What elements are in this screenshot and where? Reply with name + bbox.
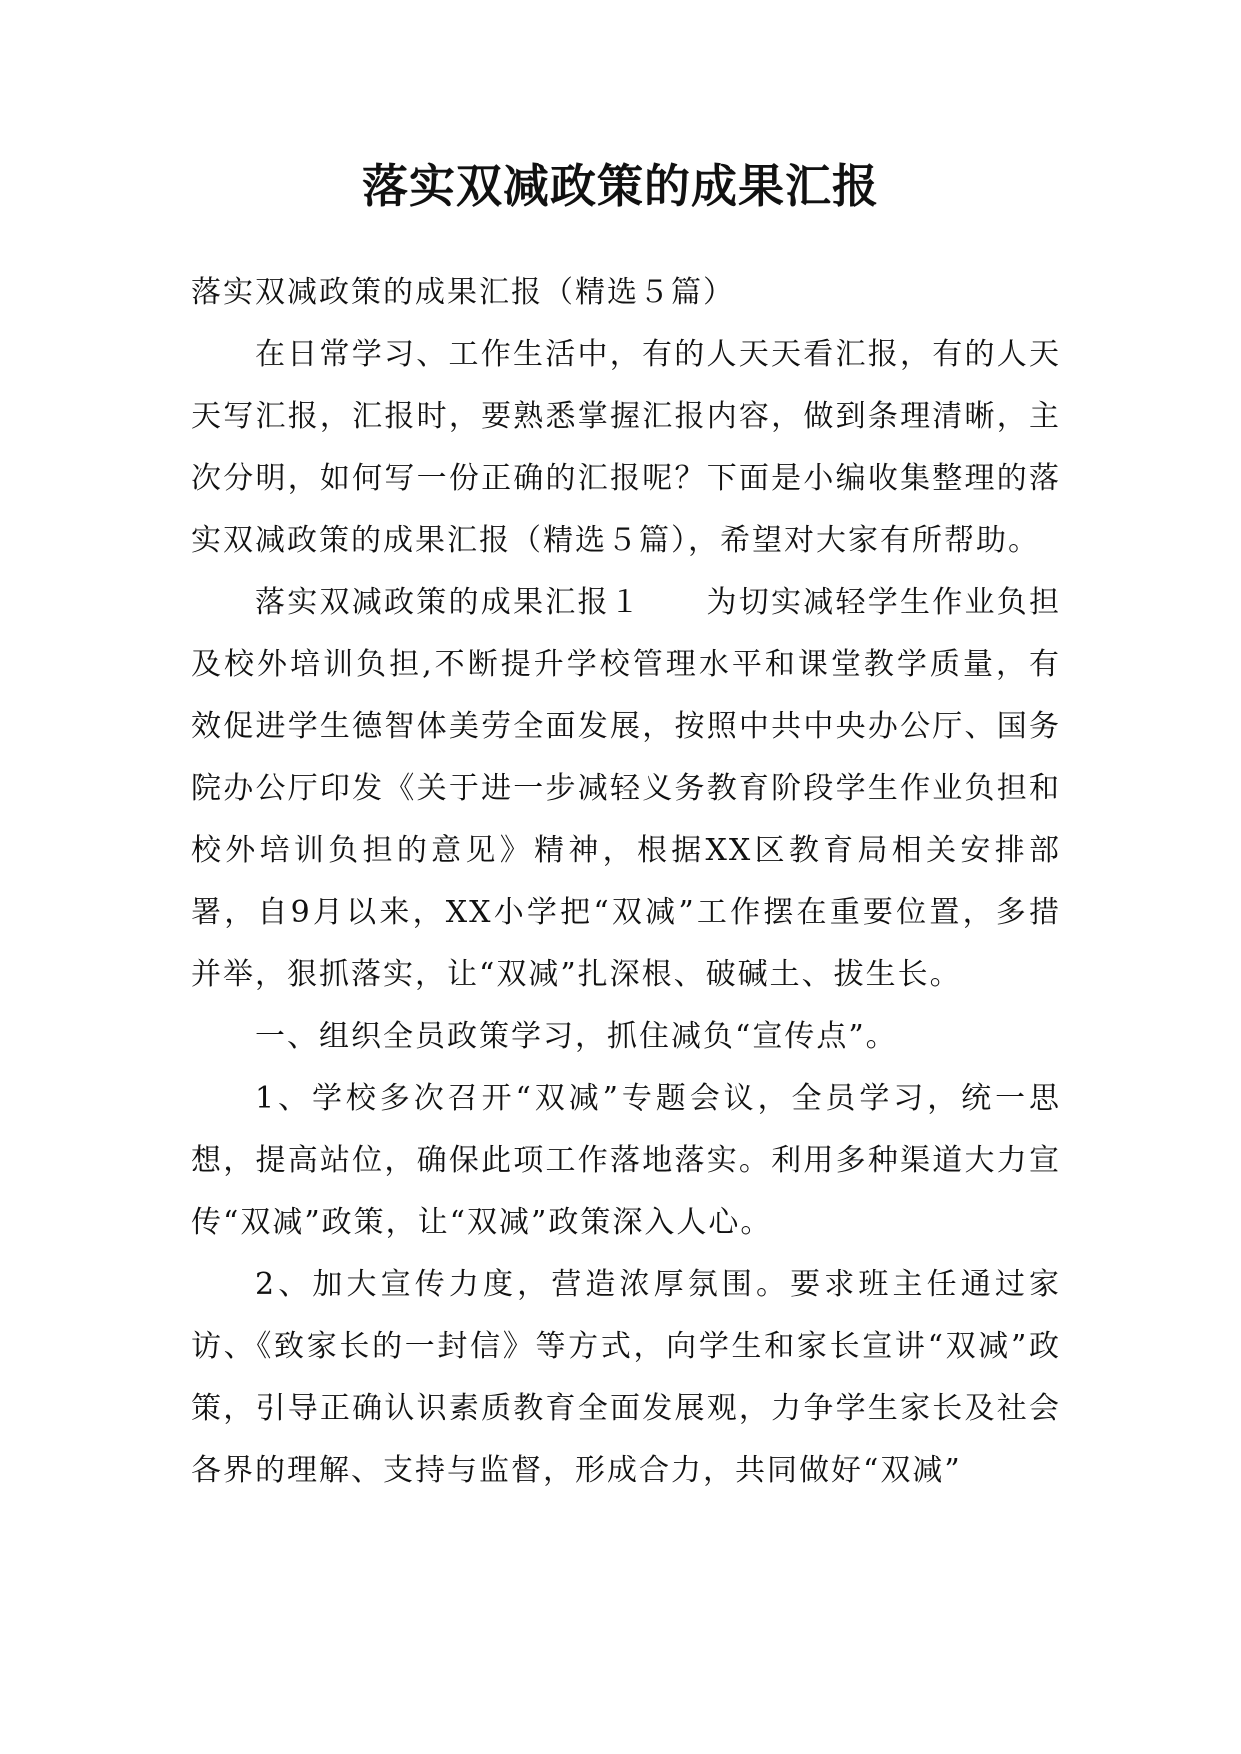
item-1-paragraph: 1、学校多次召开“双减”专题会议，全员学习，统一思想，提高站位，确保此项工作落地落实。利用多种渠道大力宣传“双减”政策，让“双减”政策深入人心。 — [191, 1081, 1061, 1240]
section-heading-1: 一、组织全员政策学习，抓住减负“宣传点”。 — [255, 1019, 898, 1054]
subtitle-paragraph: 落实双减政策的成果汇报（精选５篇） — [191, 275, 735, 310]
item-2-paragraph: 2、加大宣传力度，营造浓厚氛围。要求班主任通过家访、《致家长的一封信》等方式，向学生和家长宣讲“双减”政策，引导正确认识素质教育全面发展观，力争学生家长及社会各界的理解、支持与监督，形成合力，共同做好“双减” — [191, 1267, 1061, 1488]
intro-paragraph: 在日常学习、工作生活中，有的人天天看汇报，有的人天天写汇报，汇报时，要熟悉掌握汇报内容，做到条理清晰，主次分明，如何写一份正确的汇报呢？下面是小编收集整理的落实双减政策的成果汇报（精选５篇），希望对大家有所帮助。 — [191, 337, 1061, 558]
document-body — [191, 262, 1061, 1502]
report-1-paragraph: 落实双减政策的成果汇报１ 为切实减轻学生作业负担及校外培训负担,不断提升学校管理水平和课堂教学质量，有效促进学生德智体美劳全面发展，按照中共中央办公厅、国务院办公厅印发《关于进一步减轻义务教育阶段学生作业负担和校外培训负担的意见》精神，根据XX区教育局相关安排部署，自9月以来，XX小学把“双减”工作摆在重要位置，多措并举，狠抓落实，让“双减”扎深根、破碱土、拔生长。 — [191, 585, 1061, 992]
document-title: 落实双减政策的成果汇报 — [362, 159, 879, 213]
